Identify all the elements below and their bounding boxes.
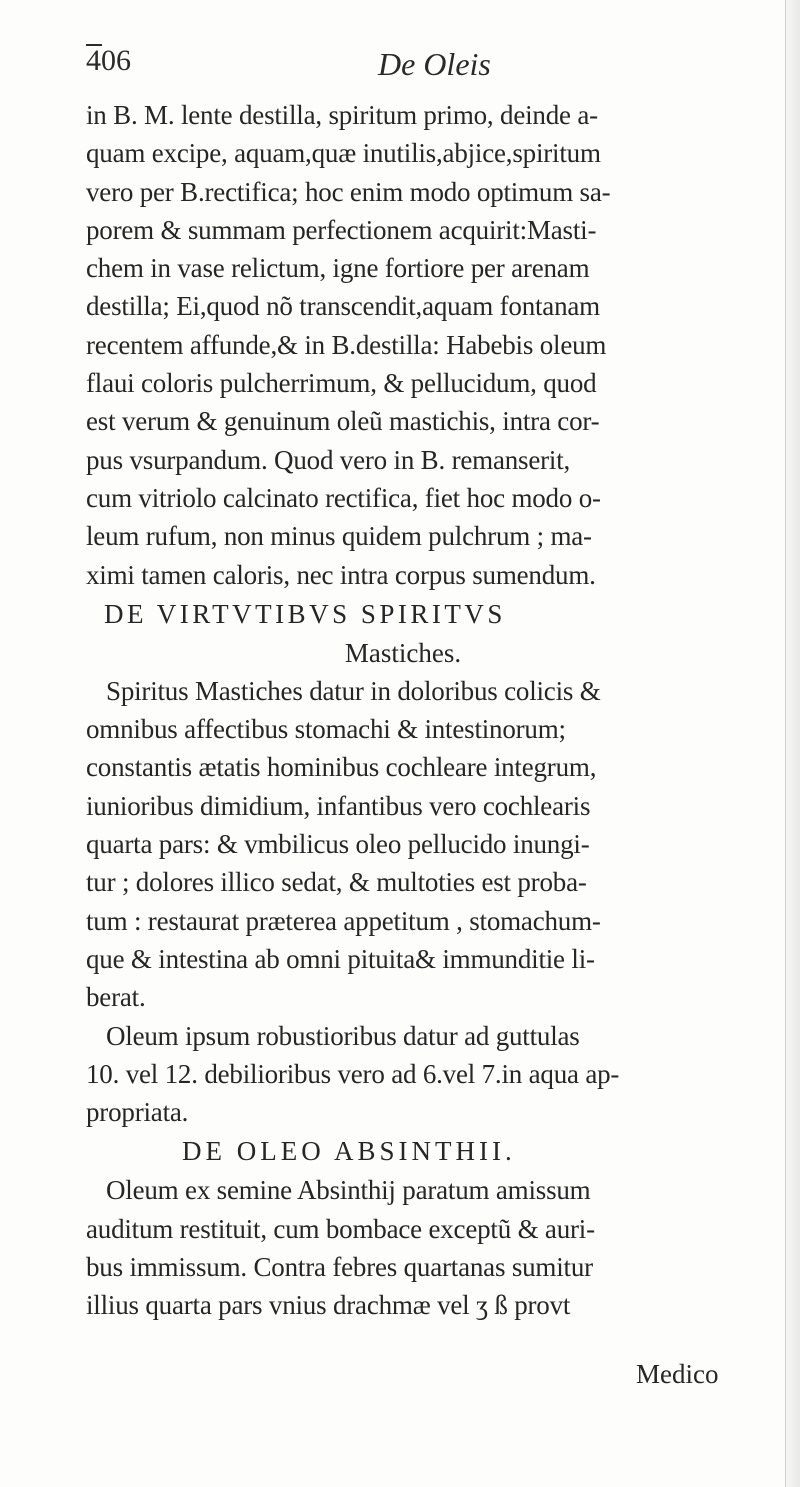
paragraph-spirit-virtues bbox=[86, 672, 746, 1017]
running-head: De Oleis bbox=[378, 46, 491, 82]
section-subheading-mastiches: Mastiches. bbox=[344, 637, 462, 668]
text-line: iunioribus dimidium, infantibus vero cochlearis bbox=[86, 790, 591, 821]
text-line: pus vsurpandum. Quod vero in B. remanserit, bbox=[86, 444, 571, 475]
page-number: 406 bbox=[86, 44, 131, 77]
text-line: flaui coloris pulcherrimum, & pellucidum, quod bbox=[86, 368, 597, 399]
paragraph-absinthe-oil bbox=[86, 1171, 746, 1324]
text-line: Oleum ipsum robustioribus datur ad guttulas bbox=[106, 1020, 580, 1051]
text-line: quam excipe, aquam,quæ inutilis,abjice,spiritum bbox=[86, 138, 601, 169]
text-line: berat. bbox=[86, 982, 146, 1013]
text-line: Oleum ex semine Absinthij paratum amissum bbox=[106, 1175, 591, 1206]
catchword: Medico bbox=[636, 1359, 719, 1389]
section-heading-absinthii: DE OLEO ABSINTHII. bbox=[182, 1136, 516, 1167]
text-line: omnibus affectibus stomachi & intestinorum; bbox=[86, 714, 566, 745]
text-line: cum vitriolo calcinato rectifica, fiet hoc modo o- bbox=[86, 482, 601, 513]
text-line: chem in vase relictum, igne fortiore per arenam bbox=[86, 253, 590, 284]
text-line: vero per B.rectifica; hoc enim modo optimum sa- bbox=[86, 176, 611, 207]
text-line: est verum & genuinum oleũ mastichis, intra cor- bbox=[86, 406, 600, 437]
text-line: tur ; dolores illico sedat, & multoties est proba- bbox=[86, 867, 587, 898]
text-line: in B. M. lente destilla, spiritum primo, deinde a- bbox=[86, 100, 598, 130]
page-edge bbox=[785, 0, 800, 1487]
text-line: destilla; Ei,quod nõ transcendit,aquam fontanam bbox=[86, 291, 600, 322]
paragraph-oil-dosage bbox=[86, 1017, 746, 1132]
text-line: leum rufum, non minus quidem pulchrum ; ma- bbox=[86, 521, 592, 552]
text-line: 10. vel 12. debilioribus vero ad 6.vel 7.in aqua ap- bbox=[86, 1058, 620, 1089]
text-line: bus immissum. Contra febres quartanas sumitur bbox=[86, 1252, 593, 1283]
body-text bbox=[86, 96, 746, 1325]
section-heading-virtues: DE VIRTVTIBVS SPIRITVS bbox=[104, 598, 506, 629]
text-line: Spiritus Mastiches datur in doloribus colicis & bbox=[106, 675, 601, 706]
text-line: quarta pars: & vmbilicus oleo pellucido inungi- bbox=[86, 829, 590, 860]
paragraph-mastic-distillation bbox=[86, 96, 746, 594]
page-header bbox=[86, 44, 726, 94]
text-line: constantis ætatis hominibus cochleare integrum, bbox=[86, 752, 597, 783]
text-line: auditum restituit, cum bombace exceptũ & auri- bbox=[86, 1213, 595, 1244]
text-line: tum : restaurat præterea appetitum , stomachum- bbox=[86, 905, 601, 936]
text-line: ximi tamen caloris, nec intra corpus sumendum. bbox=[86, 559, 596, 590]
text-line: recentem affunde,& in B.destilla: Habebis oleum bbox=[86, 329, 607, 360]
text-line: porem & summam perfectionem acquirit:Masti- bbox=[86, 214, 597, 245]
text-line: propriata. bbox=[86, 1097, 189, 1128]
text-line: que & intestina ab omni pituita& immunditie li- bbox=[86, 943, 595, 974]
text-line: illius quarta pars vnius drachmæ vel ʒ ß provt bbox=[86, 1290, 571, 1321]
